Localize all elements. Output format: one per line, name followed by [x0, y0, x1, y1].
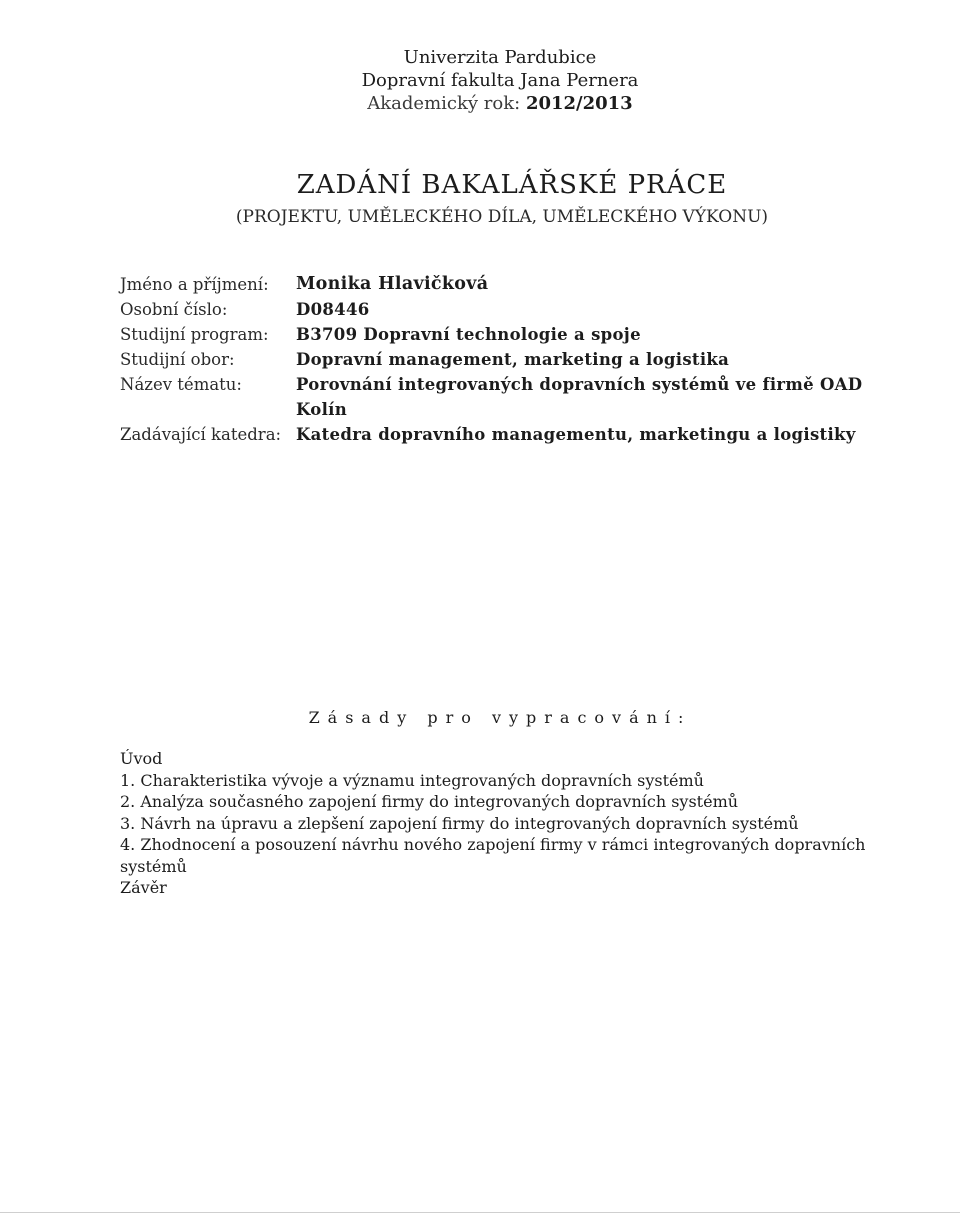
academic-year-label: Akademický rok: [367, 93, 521, 114]
info-value: Porovnání integrovaných dopravních systémů ve firmě OAD Kolín [296, 375, 863, 419]
guidelines-outline [120, 748, 900, 899]
info-value: Katedra dopravního managementu, marketingu a logistiky [296, 425, 856, 444]
guidelines-heading: Zásady pro vypracování: [308, 708, 692, 727]
academic-year-value: 2012/2013 [525, 93, 633, 114]
outline-item: 4. Zhodnocení a posouzení návrhu nového zapojení firmy v rámci integrovaných dopravních systémů [120, 835, 866, 876]
info-value: Monika Hlavičková [296, 274, 489, 294]
outline-item: Úvod [120, 749, 163, 768]
outline-item: Závěr [120, 878, 167, 897]
document-subtitle: (PROJEKTU, UMĚLECKÉHO DÍLA, UMĚLECKÉHO VÝKONU) [235, 207, 769, 227]
outline-item: 1. Charakteristika vývoje a významu integrovaných dopravních systémů [120, 770, 704, 790]
info-row-study-program [120, 322, 900, 347]
scan-edge-divider [0, 1212, 960, 1213]
outline-item: 2. Analýza současného zapojení firmy do integrovaných dopravních systémů [120, 792, 739, 811]
outline-item: 3. Návrh na úpravu a zlepšení zapojení firmy do integrovaných dopravních systémů [120, 813, 799, 833]
info-row-name [120, 272, 900, 297]
info-label: Zadávající katedra: [120, 425, 282, 444]
info-row-department [120, 422, 900, 447]
academic-year-line [0, 92, 960, 115]
document-header [0, 46, 960, 115]
info-label: Osobní číslo: [120, 300, 228, 319]
university-name: Univerzita Pardubice [403, 47, 597, 68]
info-label: Název tématu: [120, 375, 242, 394]
info-label: Studijní program: [120, 325, 269, 344]
info-row-study-field [120, 347, 900, 372]
info-label: Jméno a příjmení: [120, 275, 269, 294]
info-value: B3709 Dopravní technologie a spoje [296, 325, 641, 344]
info-row-topic [120, 372, 900, 422]
info-value: Dopravní management, marketing a logistika [296, 350, 730, 369]
document-title: ZADÁNÍ BAKALÁŘSKÉ PRÁCE [296, 170, 728, 200]
faculty-name: Dopravní fakulta Jana Pernera [361, 70, 639, 91]
student-info-table [120, 272, 900, 447]
info-value: D08446 [296, 300, 370, 319]
info-row-personal-number [120, 297, 900, 322]
info-label: Studijní obor: [120, 350, 235, 369]
